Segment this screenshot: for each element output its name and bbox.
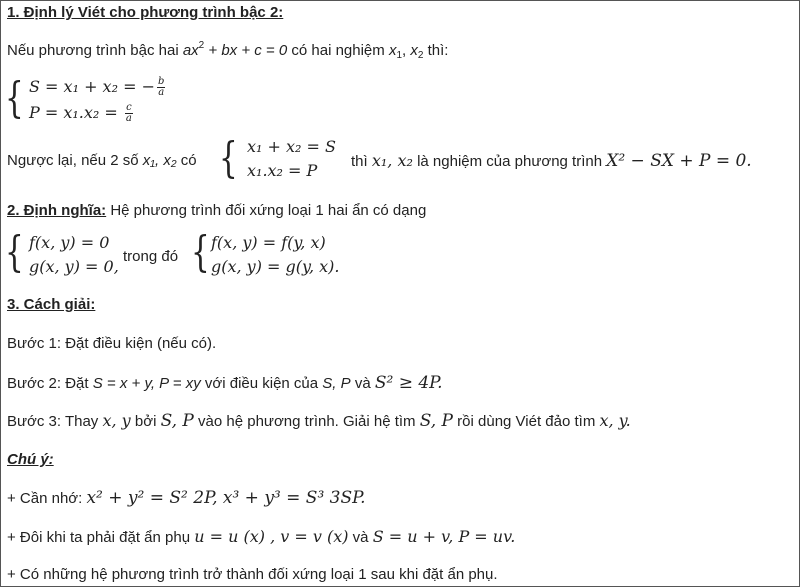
step3-end: rồi dùng Viét đảo tìm: [453, 413, 600, 430]
left-brace-icon: {: [5, 73, 24, 122]
section3-heading: 3. Cách giải:: [7, 296, 96, 313]
converse-mid: là nghiệm của phương trình: [412, 153, 607, 170]
viet-system: [5, 73, 225, 133]
step3-xy2: x, y.: [599, 411, 631, 430]
viet-product: P = x₁.x₂ =: [29, 103, 123, 122]
section2-text: Hệ phương trình đối xứng loại 1 hai ẩn có dạng: [106, 202, 427, 219]
step2-and: và: [350, 375, 375, 392]
intro-eq-rest: + bx + c = 0: [204, 42, 288, 59]
intro-x1-sub: 1: [396, 50, 402, 61]
note-item2-formula2: S = u + v, P = uv.: [372, 527, 516, 546]
intro-x1: x: [388, 42, 397, 59]
step2-before: Bước 2: Đặt: [7, 375, 93, 392]
left-brace-icon: {: [5, 227, 24, 276]
where-text: trong đó: [123, 248, 179, 265]
intro-after: có hai nghiệm: [287, 42, 389, 59]
note-item1-formula: x² + y² = S² 2P, x³ + y³ = S³ 3SP.: [86, 488, 366, 508]
intro-eq-a: ax: [182, 42, 199, 59]
converse-then: thì: [351, 153, 372, 170]
converse-sys-row2: x₁.x₂ = P: [247, 161, 318, 180]
note-heading: Chú ý:: [7, 451, 54, 468]
section1-heading: 1. Định lý Viét cho phương trình bậc 2:: [7, 4, 284, 21]
step3-by: bởi: [130, 413, 161, 430]
step3-xy: x, y: [102, 411, 131, 430]
section2-heading: 2. Định nghĩa:: [7, 202, 107, 219]
step2-sp: S, P: [322, 375, 351, 392]
step2: [7, 373, 443, 394]
note-item2-formula: u = u (x) , v = v (x): [194, 527, 349, 546]
cond-f-row: f(x, y) = f(y, x): [211, 233, 326, 252]
converse-sys-row1: x₁ + x₂ = S: [247, 137, 336, 156]
symmetric-system: [5, 227, 135, 281]
left-brace-icon: {: [219, 133, 238, 182]
section2-line: [7, 201, 426, 221]
viet-product-num: c: [126, 102, 132, 113]
step1: Bước 1: Đặt điều kiện (nếu có).: [7, 335, 217, 352]
step3-sp2: S, P: [419, 411, 453, 431]
converse-roots: x₁, x₂: [371, 151, 413, 170]
converse-line: [7, 151, 197, 171]
viet-sum: S = x₁ + x₂ = −: [29, 77, 155, 96]
intro-comma: ,: [402, 42, 411, 59]
note-item2: [7, 527, 515, 548]
cond-g: g(x, y) = g(y, x): [211, 257, 335, 276]
viet-sum-row: [29, 77, 167, 98]
intro-before: Nếu phương trình bậc hai: [7, 42, 183, 59]
converse-before: Ngược lại, nếu 2 số: [7, 152, 143, 169]
step3-sp: S, P: [160, 411, 194, 431]
converse-co: có: [176, 152, 197, 169]
step2-substitution: S = x + y, P = xy: [92, 375, 201, 392]
note-item2-and: và: [348, 529, 373, 546]
converse-x1x2: x₁, x₂: [142, 152, 177, 169]
sys-g: g(x, y) = 0: [29, 257, 114, 276]
note-item2-before: + Đôi khi ta phải đặt ẩn phụ: [7, 529, 195, 546]
viet-sum-num: b: [157, 76, 165, 87]
note-item3: + Có những hệ phương trình trở thành đối xứng loại 1 sau khi đặt ẩn phụ.: [7, 566, 498, 583]
intro-eq-exp: 2: [198, 40, 205, 51]
step2-mid: với điều kiện của: [200, 375, 323, 392]
converse-system: [219, 133, 359, 187]
step2-condition: S² ≥ 4P.: [374, 373, 443, 393]
converse-equation: X² − SX + P = 0.: [606, 151, 752, 171]
intro-x2-sub: 2: [417, 50, 424, 61]
viet-product-den: a: [125, 113, 132, 124]
step3-mid: vào hệ phương trình. Giải hệ tìm: [193, 413, 420, 430]
intro-x2: x: [410, 42, 418, 59]
intro-end: thì:: [423, 42, 449, 59]
viet-sum-den: a: [158, 87, 165, 98]
note-item1-before: + Cần nhớ:: [7, 490, 87, 507]
left-brace-icon: {: [191, 227, 210, 276]
step3: [7, 411, 631, 432]
viet-product-row: [29, 103, 135, 124]
symmetric-conditions: [191, 227, 361, 281]
converse-rest: [351, 151, 752, 172]
cond-period: .: [334, 257, 340, 276]
note-item1: [7, 488, 366, 509]
sys-g-row: [29, 257, 119, 276]
section1-intro: [7, 41, 448, 61]
sys-comma: ,: [113, 257, 119, 276]
sys-f-row: f(x, y) = 0: [29, 233, 110, 252]
cond-g-row: [211, 257, 339, 276]
step3-before: Bước 3: Thay: [7, 413, 103, 430]
